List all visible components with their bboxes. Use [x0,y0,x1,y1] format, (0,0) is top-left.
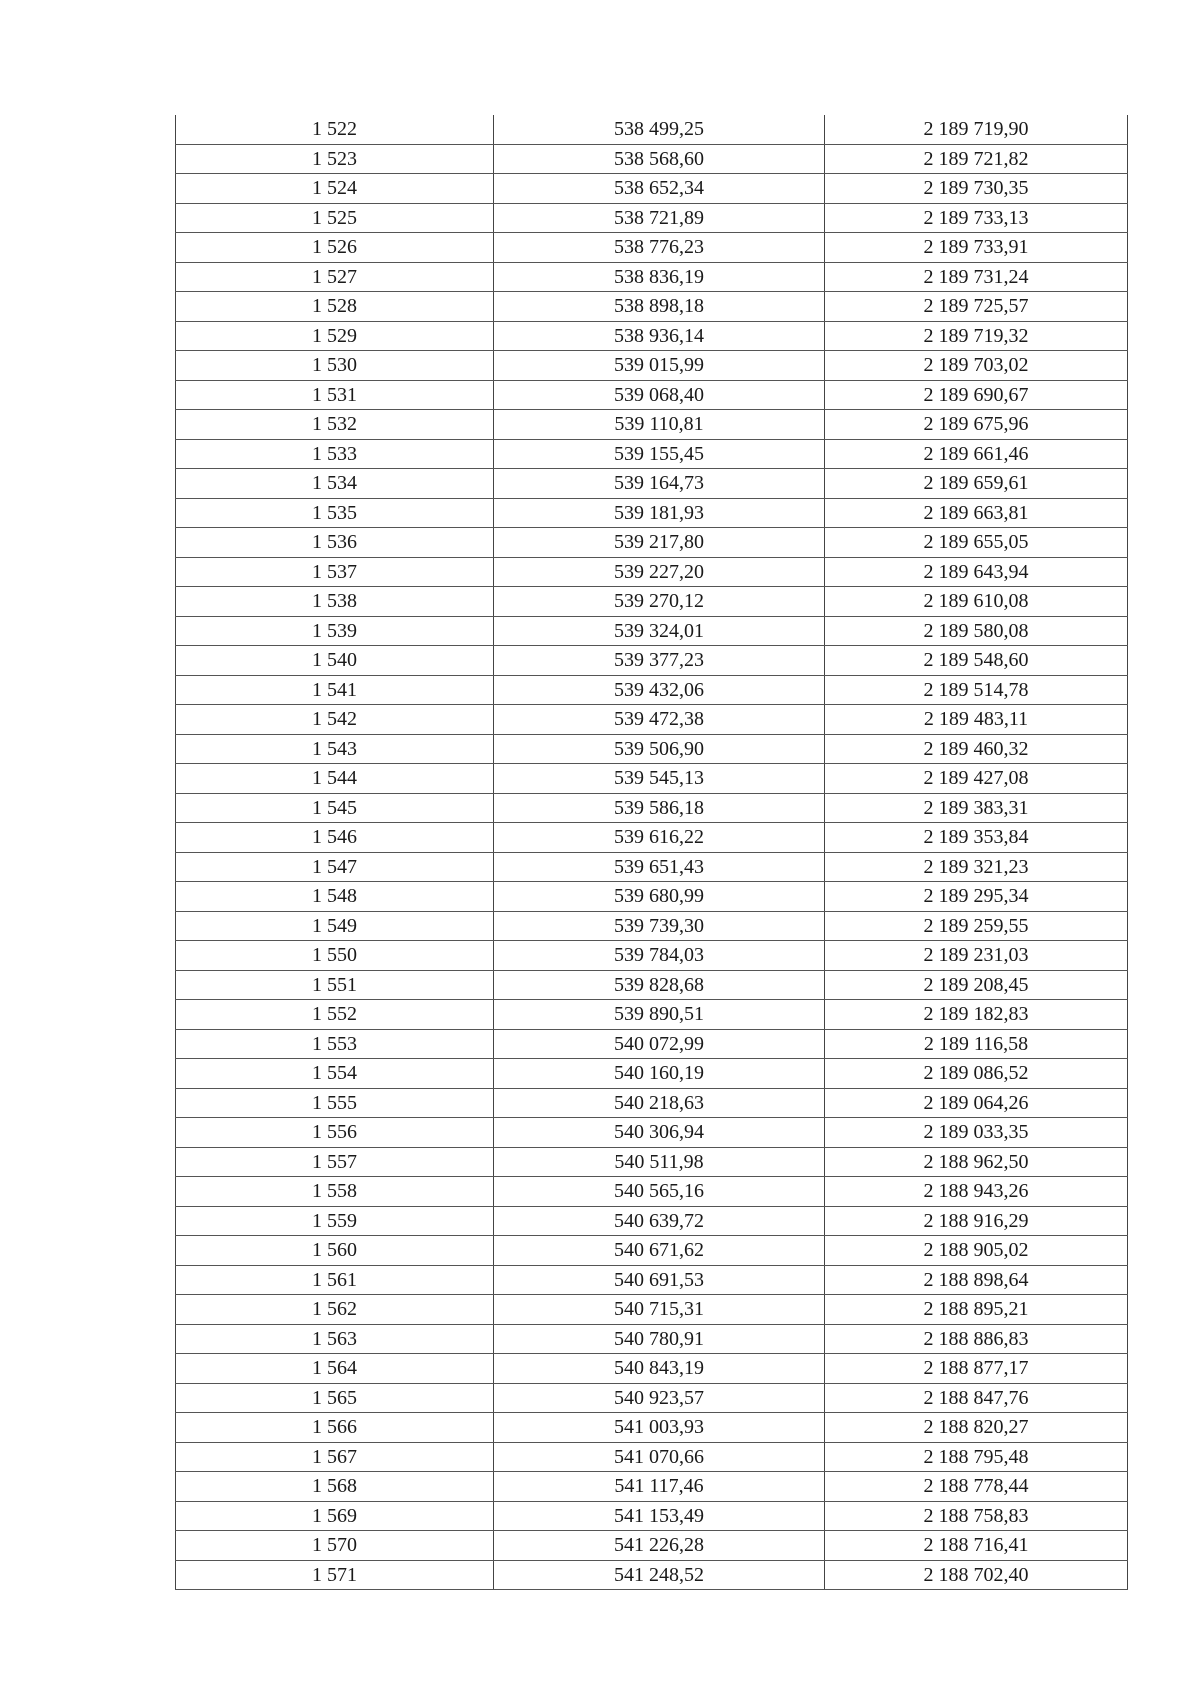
x-coordinate-cell: 539 586,18 [494,793,825,823]
y-coordinate-cell: 2 189 655,05 [825,528,1128,558]
x-coordinate-cell: 538 721,89 [494,203,825,233]
table-row [176,174,1128,204]
point-number-cell: 1 557 [176,1147,494,1177]
y-coordinate-cell: 2 189 514,78 [825,675,1128,705]
x-coordinate-cell: 539 432,06 [494,675,825,705]
y-coordinate-cell: 2 189 483,11 [825,705,1128,735]
point-number-cell: 1 534 [176,469,494,499]
table-row [176,1059,1128,1089]
x-coordinate-cell: 541 070,66 [494,1442,825,1472]
table-row [176,1118,1128,1148]
y-coordinate-cell: 2 188 702,40 [825,1560,1128,1590]
table-row [176,1354,1128,1384]
y-coordinate-cell: 2 188 943,26 [825,1177,1128,1207]
table-row [176,469,1128,499]
y-coordinate-cell: 2 189 580,08 [825,616,1128,646]
y-coordinate-cell: 2 189 321,23 [825,852,1128,882]
y-coordinate-cell: 2 189 719,90 [825,115,1128,144]
table-row [176,144,1128,174]
x-coordinate-cell: 539 784,03 [494,941,825,971]
point-number-cell: 1 549 [176,911,494,941]
table-row [176,970,1128,1000]
point-number-cell: 1 538 [176,587,494,617]
y-coordinate-cell: 2 189 733,91 [825,233,1128,263]
y-coordinate-cell: 2 189 725,57 [825,292,1128,322]
table-row [176,764,1128,794]
y-coordinate-cell: 2 188 877,17 [825,1354,1128,1384]
x-coordinate-cell: 539 651,43 [494,852,825,882]
point-number-cell: 1 569 [176,1501,494,1531]
y-coordinate-cell: 2 189 643,94 [825,557,1128,587]
x-coordinate-cell: 540 671,62 [494,1236,825,1266]
x-coordinate-cell: 540 160,19 [494,1059,825,1089]
point-number-cell: 1 551 [176,970,494,1000]
table-row [176,734,1128,764]
point-number-cell: 1 565 [176,1383,494,1413]
y-coordinate-cell: 2 189 208,45 [825,970,1128,1000]
table-row [176,911,1128,941]
x-coordinate-cell: 539 015,99 [494,351,825,381]
y-coordinate-cell: 2 188 898,64 [825,1265,1128,1295]
point-number-cell: 1 552 [176,1000,494,1030]
y-coordinate-cell: 2 189 383,31 [825,793,1128,823]
point-number-cell: 1 561 [176,1265,494,1295]
table-row [176,115,1128,144]
point-number-cell: 1 529 [176,321,494,351]
x-coordinate-cell: 541 226,28 [494,1531,825,1561]
y-coordinate-cell: 2 189 610,08 [825,587,1128,617]
table-row [176,351,1128,381]
y-coordinate-cell: 2 189 731,24 [825,262,1128,292]
point-number-cell: 1 522 [176,115,494,144]
point-number-cell: 1 536 [176,528,494,558]
table-row [176,705,1128,735]
x-coordinate-cell: 538 898,18 [494,292,825,322]
point-number-cell: 1 567 [176,1442,494,1472]
x-coordinate-cell: 539 110,81 [494,410,825,440]
point-number-cell: 1 547 [176,852,494,882]
table-row [176,1501,1128,1531]
x-coordinate-cell: 540 639,72 [494,1206,825,1236]
x-coordinate-cell: 540 715,31 [494,1295,825,1325]
x-coordinate-cell: 539 181,93 [494,498,825,528]
table-row [176,1177,1128,1207]
x-coordinate-cell: 539 227,20 [494,557,825,587]
point-number-cell: 1 548 [176,882,494,912]
point-number-cell: 1 524 [176,174,494,204]
y-coordinate-cell: 2 188 905,02 [825,1236,1128,1266]
y-coordinate-cell: 2 188 886,83 [825,1324,1128,1354]
x-coordinate-cell: 540 691,53 [494,1265,825,1295]
table-row [176,1265,1128,1295]
y-coordinate-cell: 2 188 820,27 [825,1413,1128,1443]
table-row [176,1000,1128,1030]
x-coordinate-cell: 540 511,98 [494,1147,825,1177]
table-row [176,380,1128,410]
y-coordinate-cell: 2 189 659,61 [825,469,1128,499]
table-row [176,1324,1128,1354]
x-coordinate-cell: 539 472,38 [494,705,825,735]
point-number-cell: 1 523 [176,144,494,174]
y-coordinate-cell: 2 189 703,02 [825,351,1128,381]
point-number-cell: 1 540 [176,646,494,676]
table-row [176,882,1128,912]
y-coordinate-cell: 2 189 064,26 [825,1088,1128,1118]
point-number-cell: 1 550 [176,941,494,971]
x-coordinate-cell: 541 003,93 [494,1413,825,1443]
x-coordinate-cell: 539 217,80 [494,528,825,558]
y-coordinate-cell: 2 188 895,21 [825,1295,1128,1325]
point-number-cell: 1 544 [176,764,494,794]
y-coordinate-cell: 2 189 721,82 [825,144,1128,174]
table-row [176,1472,1128,1502]
table-row [176,1560,1128,1590]
table-row [176,1383,1128,1413]
point-number-cell: 1 554 [176,1059,494,1089]
x-coordinate-cell: 539 068,40 [494,380,825,410]
y-coordinate-cell: 2 189 033,35 [825,1118,1128,1148]
point-number-cell: 1 562 [176,1295,494,1325]
table-row [176,292,1128,322]
table-row [176,439,1128,469]
table-row [176,646,1128,676]
table-row [176,528,1128,558]
point-number-cell: 1 528 [176,292,494,322]
x-coordinate-cell: 539 377,23 [494,646,825,676]
table-row [176,852,1128,882]
x-coordinate-cell: 540 306,94 [494,1118,825,1148]
point-number-cell: 1 526 [176,233,494,263]
table-row [176,262,1128,292]
x-coordinate-cell: 538 652,34 [494,174,825,204]
x-coordinate-cell: 538 499,25 [494,115,825,144]
point-number-cell: 1 555 [176,1088,494,1118]
y-coordinate-cell: 2 188 716,41 [825,1531,1128,1561]
table-row [176,1236,1128,1266]
point-number-cell: 1 530 [176,351,494,381]
point-number-cell: 1 537 [176,557,494,587]
y-coordinate-cell: 2 189 086,52 [825,1059,1128,1089]
x-coordinate-cell: 541 153,49 [494,1501,825,1531]
y-coordinate-cell: 2 189 295,34 [825,882,1128,912]
x-coordinate-cell: 540 565,16 [494,1177,825,1207]
point-number-cell: 1 559 [176,1206,494,1236]
table-row [176,233,1128,263]
table-row [176,675,1128,705]
y-coordinate-cell: 2 189 719,32 [825,321,1128,351]
x-coordinate-cell: 538 568,60 [494,144,825,174]
x-coordinate-cell: 539 545,13 [494,764,825,794]
x-coordinate-cell: 540 843,19 [494,1354,825,1384]
table-row [176,587,1128,617]
y-coordinate-cell: 2 189 231,03 [825,941,1128,971]
point-number-cell: 1 563 [176,1324,494,1354]
point-number-cell: 1 564 [176,1354,494,1384]
y-coordinate-cell: 2 188 778,44 [825,1472,1128,1502]
table-row [176,823,1128,853]
y-coordinate-cell: 2 189 427,08 [825,764,1128,794]
table-row [176,941,1128,971]
y-coordinate-cell: 2 189 733,13 [825,203,1128,233]
point-number-cell: 1 571 [176,1560,494,1590]
point-number-cell: 1 543 [176,734,494,764]
x-coordinate-cell: 540 780,91 [494,1324,825,1354]
y-coordinate-cell: 2 188 916,29 [825,1206,1128,1236]
point-number-cell: 1 558 [176,1177,494,1207]
y-coordinate-cell: 2 189 675,96 [825,410,1128,440]
point-number-cell: 1 568 [176,1472,494,1502]
x-coordinate-cell: 538 776,23 [494,233,825,263]
table-row [176,1442,1128,1472]
x-coordinate-cell: 539 828,68 [494,970,825,1000]
point-number-cell: 1 527 [176,262,494,292]
point-number-cell: 1 560 [176,1236,494,1266]
y-coordinate-cell: 2 189 259,55 [825,911,1128,941]
point-number-cell: 1 525 [176,203,494,233]
x-coordinate-cell: 539 270,12 [494,587,825,617]
x-coordinate-cell: 540 218,63 [494,1088,825,1118]
y-coordinate-cell: 2 189 182,83 [825,1000,1128,1030]
table-row [176,498,1128,528]
y-coordinate-cell: 2 189 353,84 [825,823,1128,853]
point-number-cell: 1 531 [176,380,494,410]
table-row [176,616,1128,646]
coordinates-table-body [176,115,1128,1590]
y-coordinate-cell: 2 189 116,58 [825,1029,1128,1059]
x-coordinate-cell: 539 890,51 [494,1000,825,1030]
x-coordinate-cell: 538 936,14 [494,321,825,351]
x-coordinate-cell: 539 324,01 [494,616,825,646]
point-number-cell: 1 556 [176,1118,494,1148]
table-row [176,1088,1128,1118]
x-coordinate-cell: 541 117,46 [494,1472,825,1502]
y-coordinate-cell: 2 188 758,83 [825,1501,1128,1531]
point-number-cell: 1 553 [176,1029,494,1059]
point-number-cell: 1 545 [176,793,494,823]
table-row [176,1413,1128,1443]
y-coordinate-cell: 2 189 548,60 [825,646,1128,676]
point-number-cell: 1 541 [176,675,494,705]
y-coordinate-cell: 2 189 690,67 [825,380,1128,410]
point-number-cell: 1 546 [176,823,494,853]
table-row [176,557,1128,587]
table-row [176,1295,1128,1325]
x-coordinate-cell: 539 739,30 [494,911,825,941]
x-coordinate-cell: 539 164,73 [494,469,825,499]
point-number-cell: 1 539 [176,616,494,646]
x-coordinate-cell: 538 836,19 [494,262,825,292]
table-row [176,410,1128,440]
x-coordinate-cell: 540 923,57 [494,1383,825,1413]
coordinates-table [175,115,1128,1590]
y-coordinate-cell: 2 189 661,46 [825,439,1128,469]
x-coordinate-cell: 539 616,22 [494,823,825,853]
y-coordinate-cell: 2 188 962,50 [825,1147,1128,1177]
table-row [176,793,1128,823]
y-coordinate-cell: 2 188 847,76 [825,1383,1128,1413]
point-number-cell: 1 535 [176,498,494,528]
y-coordinate-cell: 2 189 663,81 [825,498,1128,528]
point-number-cell: 1 532 [176,410,494,440]
x-coordinate-cell: 539 506,90 [494,734,825,764]
point-number-cell: 1 566 [176,1413,494,1443]
table-row [176,1029,1128,1059]
x-coordinate-cell: 541 248,52 [494,1560,825,1590]
point-number-cell: 1 533 [176,439,494,469]
point-number-cell: 1 570 [176,1531,494,1561]
x-coordinate-cell: 539 680,99 [494,882,825,912]
y-coordinate-cell: 2 189 460,32 [825,734,1128,764]
point-number-cell: 1 542 [176,705,494,735]
x-coordinate-cell: 540 072,99 [494,1029,825,1059]
table-row [176,1531,1128,1561]
y-coordinate-cell: 2 189 730,35 [825,174,1128,204]
table-row [176,1147,1128,1177]
x-coordinate-cell: 539 155,45 [494,439,825,469]
y-coordinate-cell: 2 188 795,48 [825,1442,1128,1472]
table-row [176,203,1128,233]
table-row [176,1206,1128,1236]
table-row [176,321,1128,351]
